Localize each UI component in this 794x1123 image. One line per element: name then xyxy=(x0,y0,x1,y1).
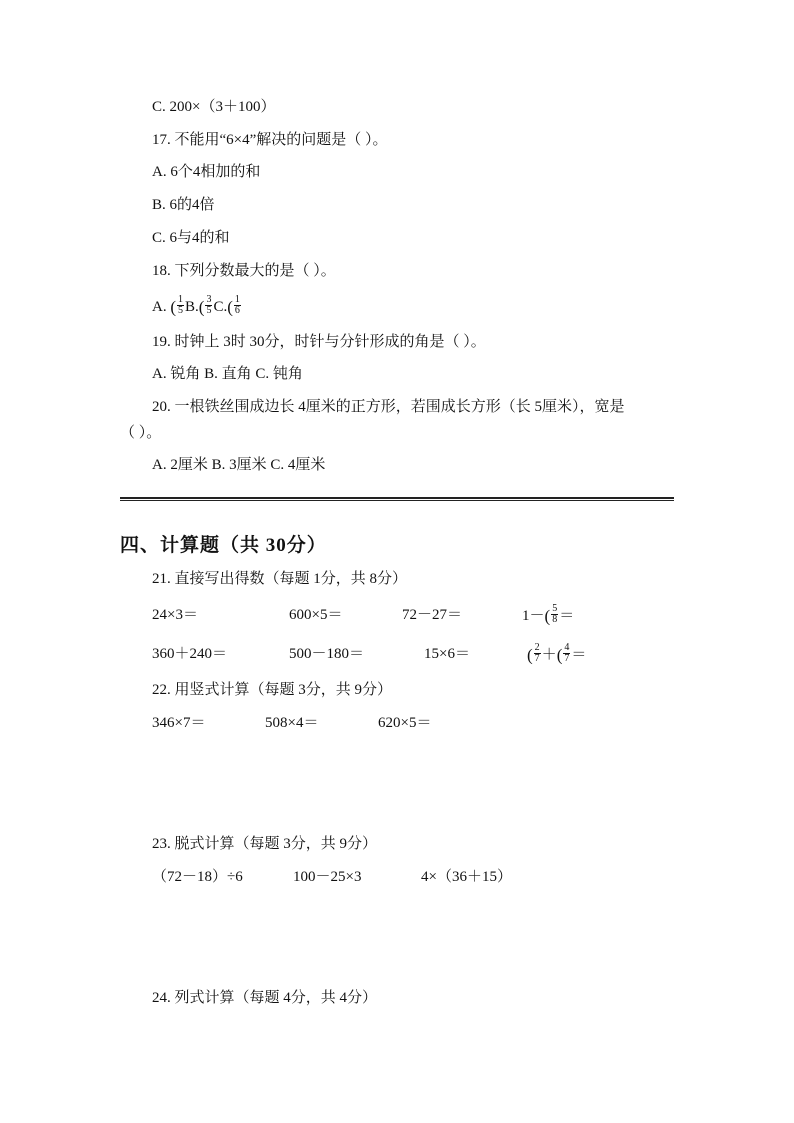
q23-stem: 23. 脱式计算（每题 3分，共 9分） xyxy=(152,836,378,852)
q21-fraction-4-7: $\frac{4}{7}$ xyxy=(564,642,570,664)
q17-option-b: B. 6的4倍 xyxy=(152,197,215,213)
q20-options: A. 2厘米 B. 3厘米 C. 4厘米 xyxy=(152,457,326,473)
q24-stem: 24. 列式计算（每题 4分，共 4分） xyxy=(152,990,378,1006)
q18-options: A. ( $\frac{1}{5}$ B.( $\frac{3}{5}$ C.( $\frac{1}{6}$ xyxy=(152,294,240,317)
q18-option-b-label: B. xyxy=(185,298,199,315)
q20-stem-line2: （ ）。 xyxy=(120,425,162,441)
q18-option-c-label: C. xyxy=(213,298,228,315)
q23-problem-1: （72－18）÷6 xyxy=(152,869,243,885)
q21-r2c4: ( $\frac{2}{7}$ ＋( $\frac{4}{7}$ ＝ xyxy=(527,642,587,665)
q18-option-a-label: A. xyxy=(152,298,171,315)
q23-problem-2: 100－25×3 xyxy=(293,869,362,885)
q21-fraction-2-7: $\frac{2}{7}$ xyxy=(534,642,540,664)
q17-option-a: A. 6个4相加的和 xyxy=(152,164,261,180)
q21-r1c2: 600×5＝ xyxy=(289,607,343,623)
q18-fraction-a: $\frac{1}{5}$ xyxy=(178,294,184,316)
q18-fraction-c: $\frac{1}{6}$ xyxy=(234,294,240,316)
q17-option-c: C. 6与4的和 xyxy=(152,230,230,246)
q22-stem: 22. 用竖式计算（每题 3分，共 9分） xyxy=(152,682,393,698)
section-divider xyxy=(120,497,674,501)
q21-r2c1: 360＋240＝ xyxy=(152,646,228,662)
q19-stem: 19. 时钟上 3时 30分，时针与分针形成的角是（ ）。 xyxy=(152,334,486,350)
q18-stem: 18. 下列分数最大的是（ ）。 xyxy=(152,263,336,279)
q21-r2c3: 15×6＝ xyxy=(424,646,470,662)
q21-r2c2: 500－180＝ xyxy=(289,646,365,662)
section-4-title: 四、计算题（共 30分） xyxy=(120,535,327,556)
q17-stem: 17. 不能用“6×4”解决的问题是（ ）。 xyxy=(152,132,388,148)
q21-r1c1: 24×3＝ xyxy=(152,607,198,623)
q23-problem-3: 4×（36＋15） xyxy=(421,869,512,885)
q19-options: A. 锐角 B. 直角 C. 钝角 xyxy=(152,366,303,382)
q21-r1c3: 72－27＝ xyxy=(402,607,463,623)
q21-stem: 21. 直接写出得数（每题 1分，共 8分） xyxy=(152,571,408,587)
q16-option-c: C. 200×（3＋100） xyxy=(152,99,276,115)
q22-problem-2: 508×4＝ xyxy=(265,715,319,731)
q21-r1c4: 1－( $\frac{5}{8}$ ＝ xyxy=(522,603,575,626)
q18-fraction-b: $\frac{3}{5}$ xyxy=(206,294,212,316)
q21-fraction-5-8: $\frac{5}{8}$ xyxy=(552,603,558,625)
q22-problem-3: 620×5＝ xyxy=(378,715,432,731)
q20-stem-line1: 20. 一根铁丝围成边长 4厘米的正方形，若围成长方形（长 5厘米），宽是 xyxy=(152,399,625,415)
q22-problem-1: 346×7＝ xyxy=(152,715,206,731)
